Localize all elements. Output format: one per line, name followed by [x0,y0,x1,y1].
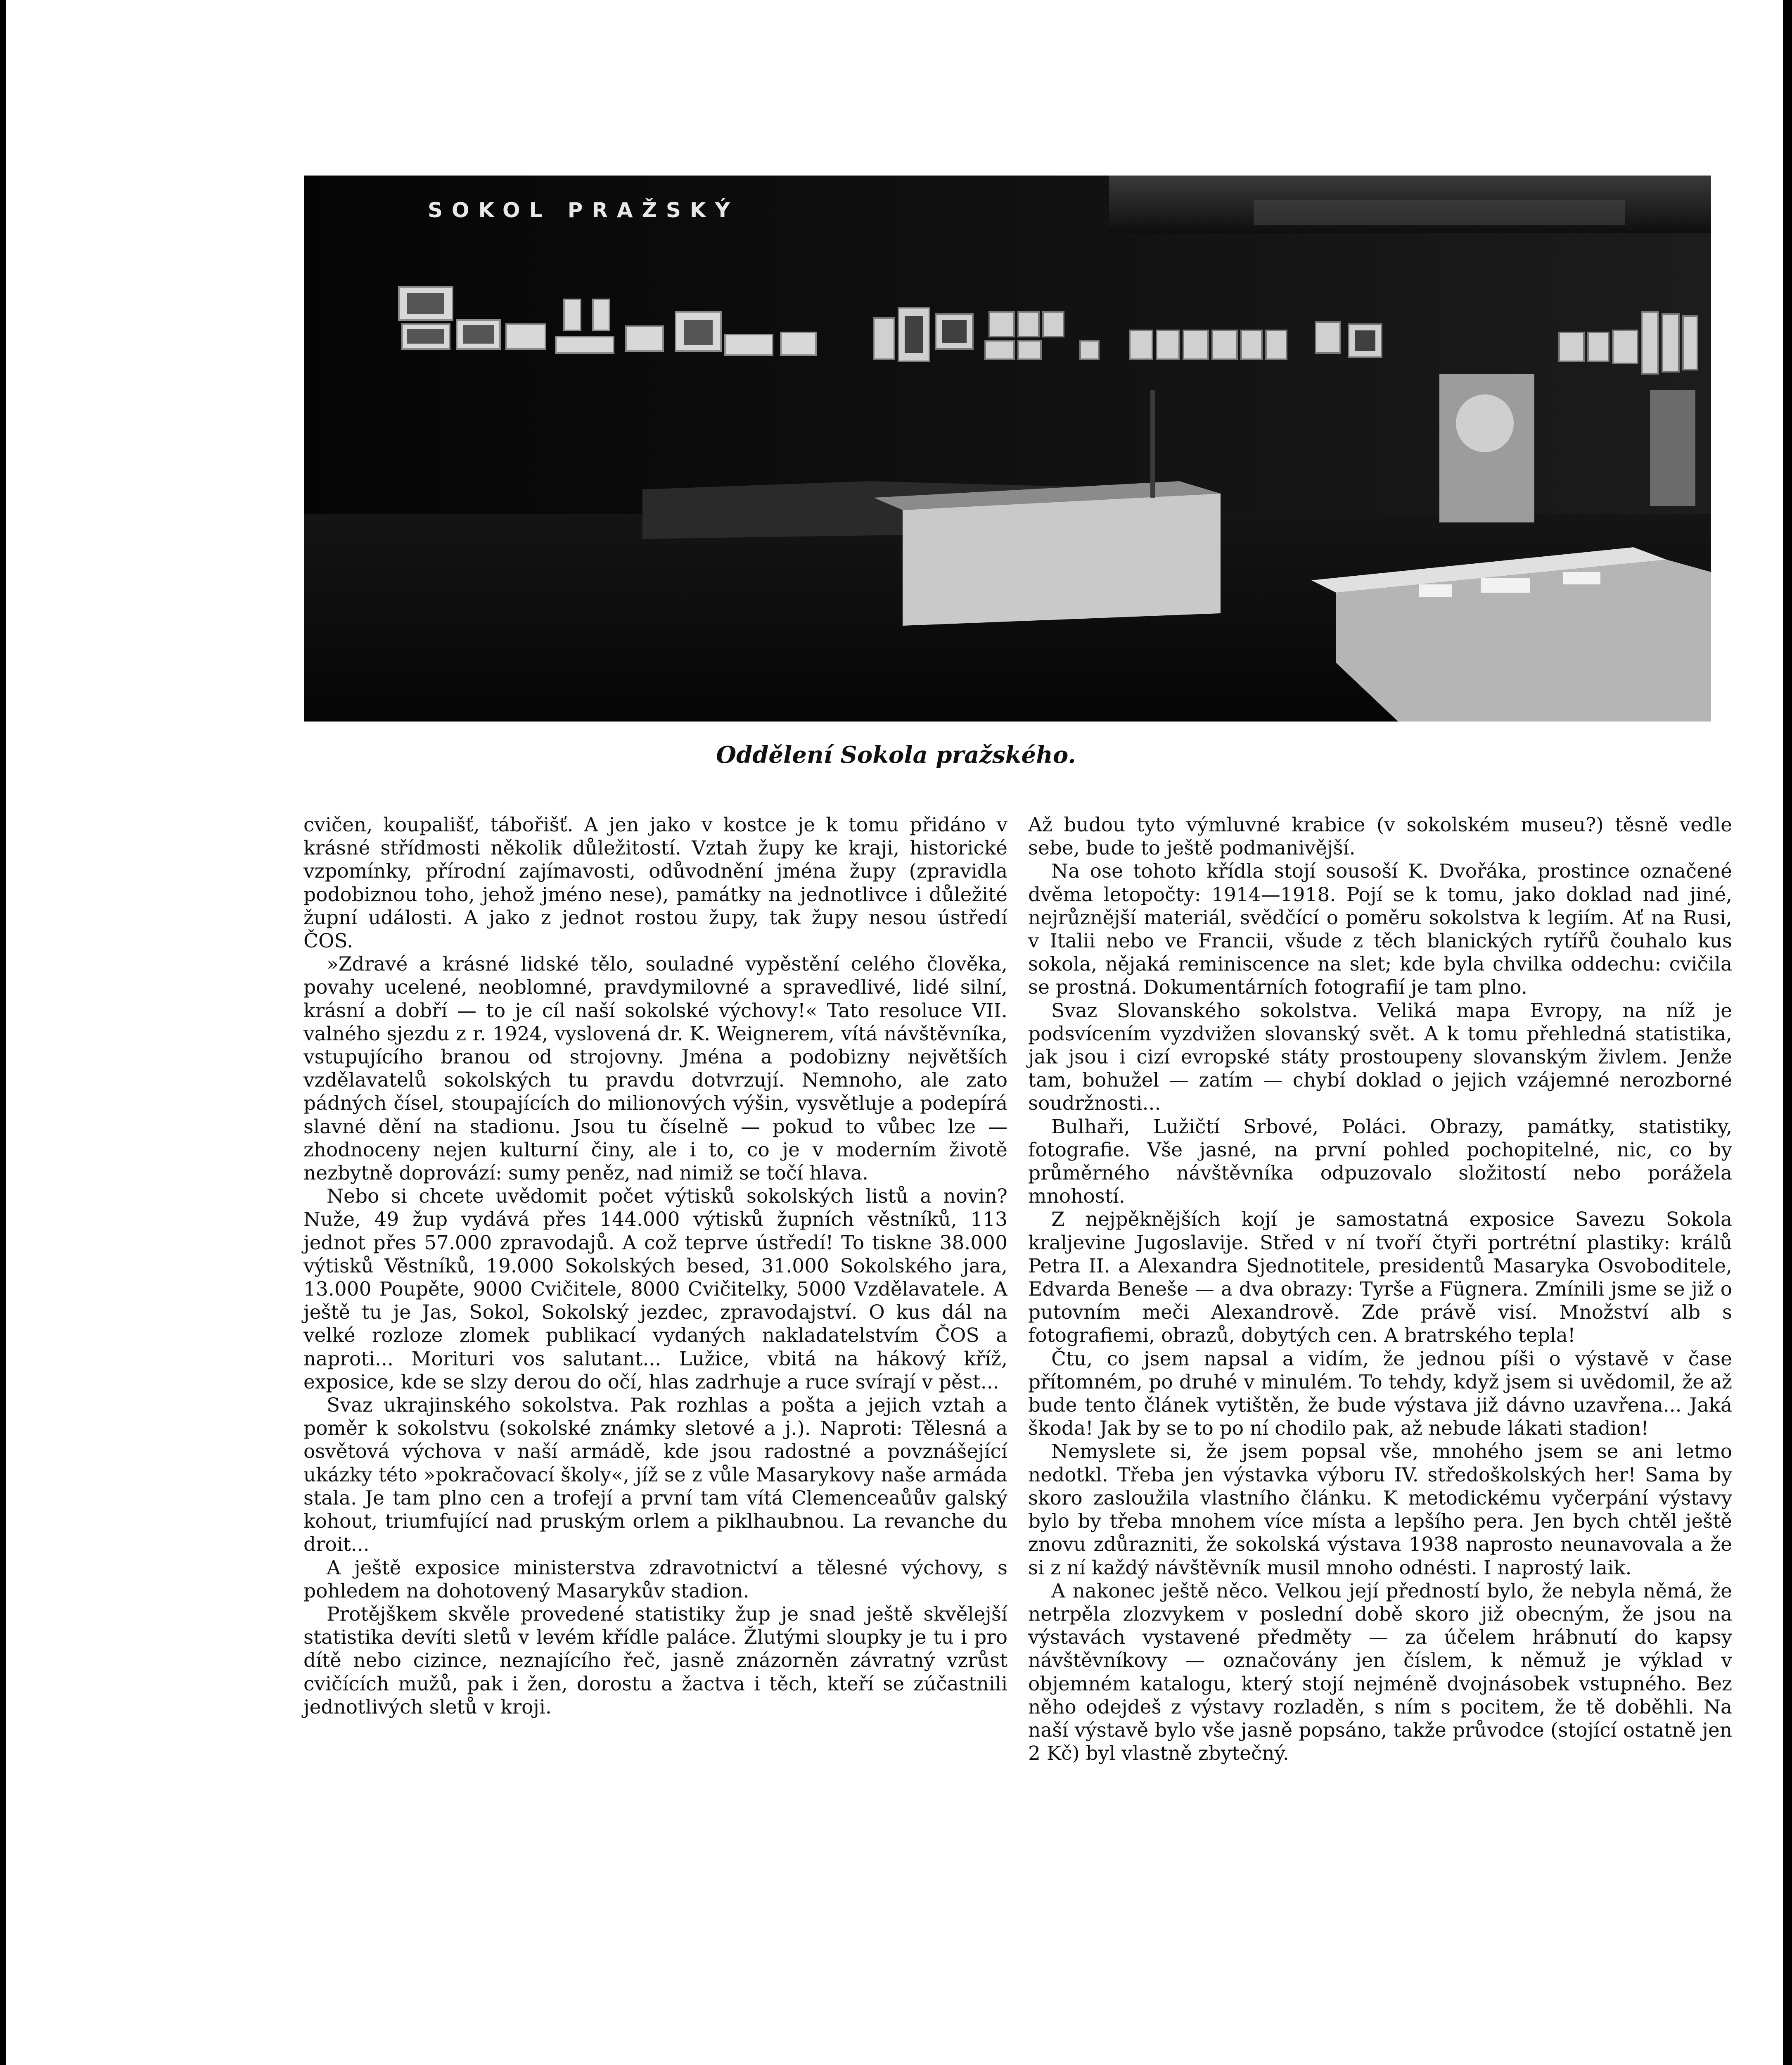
left-text-column [303,814,1007,1719]
photo-caption: Oddělení Sokola pražského. [716,741,1076,769]
scan-border-left [0,0,6,2065]
paragraph: cvičen, koupališť, tábořišť. A jen jako v kostce je k tomu přidáno v krásné střídmosti několik důležitostí. Vztah župy ke kraji, historické vzpomínky, přírodní zajímavosti, odůvodnění jména župy (zpravidla podobiznou toho, jehož jméno nese), památky na jednotlivce i důležité župní události. A jako z jednot rostou župy, tak župy nesou ústředí ČOS. [303,814,1007,953]
paragraph: Až budou tyto výmluvné krabice (v sokolském museu?) těsně vedle sebe, bude to ještě podmanivější. [1028,814,1732,860]
paragraph: Bulhaři, Lužičtí Srbové, Poláci. Obrazy, památky, statistiky, fotografie. Vše jasné, na první pohled pochopitelné, nic, co by průměrného návštěvníka odpuzovalo složitostí nebo porážela mnohostí. [1028,1115,1732,1208]
paragraph: Čtu, co jsem napsal a vidím, že jednou píši o výstavě v čase přítomném, po druhé v minulém. To tehdy, když jsem si uvědomil, že až bude tento článek vytištěn, že bude výstava již dávno uzavřena... Jaká škoda! Jak by se to po ní chodilo pak, až nebude lákati stadion! [1028,1347,1732,1440]
paragraph: A ještě exposice ministerstva zdravotnictví a tělesné výchovy, s pohledem na dohotovený Masarykův stadion. [303,1556,1007,1602]
paragraph: Nebo si chcete uvědomit počet výtisků sokolských listů a novin? Nuže, 49 žup vydává přes 144.000 výtisků župních věstníků, 113 jednot přes 57.000 zpravodajů. A což teprve ústředí! To tiskne 38.000 výtisků Věstníků, 19.000 Sokolských besed, 31.000 Sokolského jara, 13.000 Poupěte, 9000 Cvičitele, 8000 Cvičitelky, 5000 Vzdělavatele. A ještě tu je Jas, Sokol, Sokolský jezdec, zpravodajství. O kus dál na velké rozloze zlomek publikací vydaných nakladatelstvím ČOS a naproti... Morituri vos salutant... Lužice, vbitá na hákový kříž, exposice, kde se slzy derou do očí, hlas zadrhuje a ruce svírají v pěst... [303,1185,1007,1393]
right-text-column [1028,814,1732,1765]
photo-sign-text: SOKOL PRAŽSKÝ [428,198,739,222]
paragraph: Protějškem skvěle provedené statistiky žup je snad ještě skvělejší statistika devíti sletů v levém křídle paláce. Žlutými sloupky je tu i pro dítě nebo cizince, neznajícího řeč, jasně znázorněn závratný vzrůst cvičících mužů, pak i žen, dorostu a žactva i těch, kteří se zúčastnili jednotlivých sletů v kroji. [303,1602,1007,1718]
paragraph: Svaz Slovanského sokolstva. Veliká mapa Evropy, na níž je podsvícením vyzdvižen slovanský svět. A k tomu přehledná statistika, jak jsou i cizí evropské státy prostoupeny slovanským živlem. Jenže tam, bohužel — zatím — chybí doklad o jejich vzájemné nerozborné soudržnosti... [1028,999,1732,1115]
scan-border-right [1783,0,1792,2065]
paragraph: Z nejpěknějších kojí je samostatná exposice Savezu Sokola kraljevine Jugoslavije. Střed v ní tvoří čtyři portrétní plastiky: králů Petra II. a Alexandra Sjednotitele, presidentů Masaryka Osvoboditele, Edvarda Beneše — a dva obrazy: Tyrše a Fügnera. Zmínili jsme se již o putovním meči Alexandrově. Zde právě visí. Množství alb s fotografiemi, obrazů, dobytých cen. A bratrského tepla! [1028,1208,1732,1347]
paragraph: Svaz ukrajinského sokolstva. Pak rozhlas a pošta a jejich vztah a poměr k sokolstvu (sokolské známky sletové a j.). Naproti: Tělesná a osvětová výchova v naší armádě, kde jsou radostné a povznášející ukázky této »pokračovací školy«, jíž se z vůle Masarykovy naše armáda stala. Je tam plno cen a trofejí a první tam vítá Clemenceaůův galský kohout, triumfující nad pruským orlem a piklhaubnou. La revanche du droit... [303,1394,1007,1556]
paragraph: »Zdravé a krásné lidské tělo, souladné vypěstění celého člověka, povahy ucelené, neoblomné, pravdymilovné a spravedlivé, lidé silní, krásní a dobří — to je cíl naší sokolské výchovy!« Tato resoluce VII. valného sjezdu z r. 1924, vyslovená dr. K. Weignerem, vítá návštěvníka, vstupujícího branou od strojovny. Jména a podobizny největších vzdělavatelů sokolských tu pravdu dotvrzují. Nemnoho, ale zato pádných čísel, stoupajících do milionových výšin, vysvětluje a podepírá slavné dění na stadionu. Jsou tu číselně — pokud to vůbec lze — zhodnoceny nejen kulturní činy, ale i to, co je v moderním životě nezbytně doprovází: sumy peněz, nad nimiž se točí hlava. [303,953,1007,1185]
paragraph: Nemyslete si, že jsem popsal vše, mnohého jsem se ani letmo nedotkl. Třeba jen výstavka výboru IV. středoškolských her! Sama by skoro zasloužila vlastního článku. K metodickému vyčerpání výstavy bylo by třeba mnohem více místa a lepšího pera. Jen bych chtěl ještě znovu zdůrazniti, že sokolská výstava 1938 naprosto neunavovala a že si z ní každý návštěvník musil mnoho odnésti. I naprostý laik. [1028,1440,1732,1579]
exhibition-photo [304,176,1711,722]
exhibition-photo-drawing [304,176,1711,722]
paragraph: A nakonec ještě něco. Velkou její předností bylo, že nebyla němá, že netrpěla zlozvykem v poslední době skoro již obecným, že jsou na výstavách vystavené předměty — za účelem hrábnutí do kapsy návštěvníkovy — označovány jen číslem, k němuž je výklad v objemném katalogu, který stojí nejméně dvojnásobek vstupného. Bez něho odejdeš z výstavy rozladěn, s ním s pocitem, že tě doběhli. Na naší výstavě bylo vše jasně popsáno, takže průvodce (stojící ostatně jen 2 Kč) byl vlastně zbytečný. [1028,1579,1732,1765]
paragraph: Na ose tohoto křídla stojí sousoší K. Dvořáka, prostince označené dvěma letopočty: 1914—1918. Pojí se k tomu, jako doklad nad jiné, nejrůznější materiál, svědčící o poměru sokolstva k legiím. Ať na Rusi, v Italii nebo ve Francii, všude z těch blanických rytířů čouhalo kus sokola, nějaká reminiscence na slet; kde byla chvilka oddechu: cvičila se prostná. Dokumentárních fotografií je tam plno. [1028,860,1732,999]
